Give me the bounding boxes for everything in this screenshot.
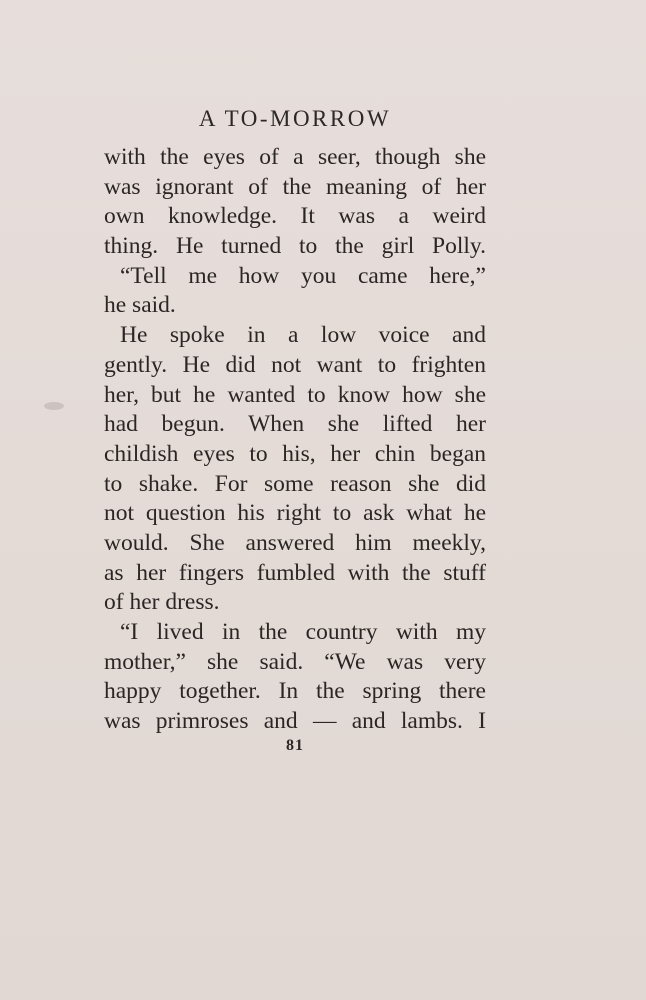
body-text — [104, 143, 486, 737]
text-line: “Tell me how you came here,” — [120, 262, 486, 289]
text-line: had begun. When she lifted her — [104, 411, 486, 438]
text-line: mother,” she said. “We was very — [104, 648, 486, 675]
text-line: He spoke in a low voice and — [120, 322, 486, 349]
text-line: her, but he wanted to know how she — [104, 381, 486, 408]
text-line: “I lived in the country with my — [120, 619, 486, 645]
text-line: with the eyes of a seer, though she — [104, 144, 486, 170]
text-line: of her dress. — [104, 589, 220, 616]
text-line: own knowledge. It was a weird — [104, 203, 486, 230]
text-line: was primroses and — and lambs. I — [104, 708, 486, 735]
text-line: gently. He did not want to frighten — [104, 351, 486, 378]
text-line: not question his right to ask what he — [104, 500, 486, 527]
text-line: thing. He turned to the girl Polly. — [104, 233, 486, 260]
page-number: 81 — [286, 737, 304, 754]
running-head: A TO-MORROW — [198, 106, 392, 131]
text-line: he said. — [104, 292, 176, 319]
page-smudge — [44, 402, 64, 410]
text-line: happy together. In the spring there — [104, 678, 486, 705]
text-line: childish eyes to his, her chin began — [104, 440, 486, 467]
text-line: as her fingers fumbled with the stuff — [104, 559, 486, 586]
text-line: to shake. For some reason she did — [104, 470, 486, 497]
text-line: would. She answered him meekly, — [104, 529, 486, 556]
text-line: was ignorant of the meaning of her — [104, 173, 486, 200]
